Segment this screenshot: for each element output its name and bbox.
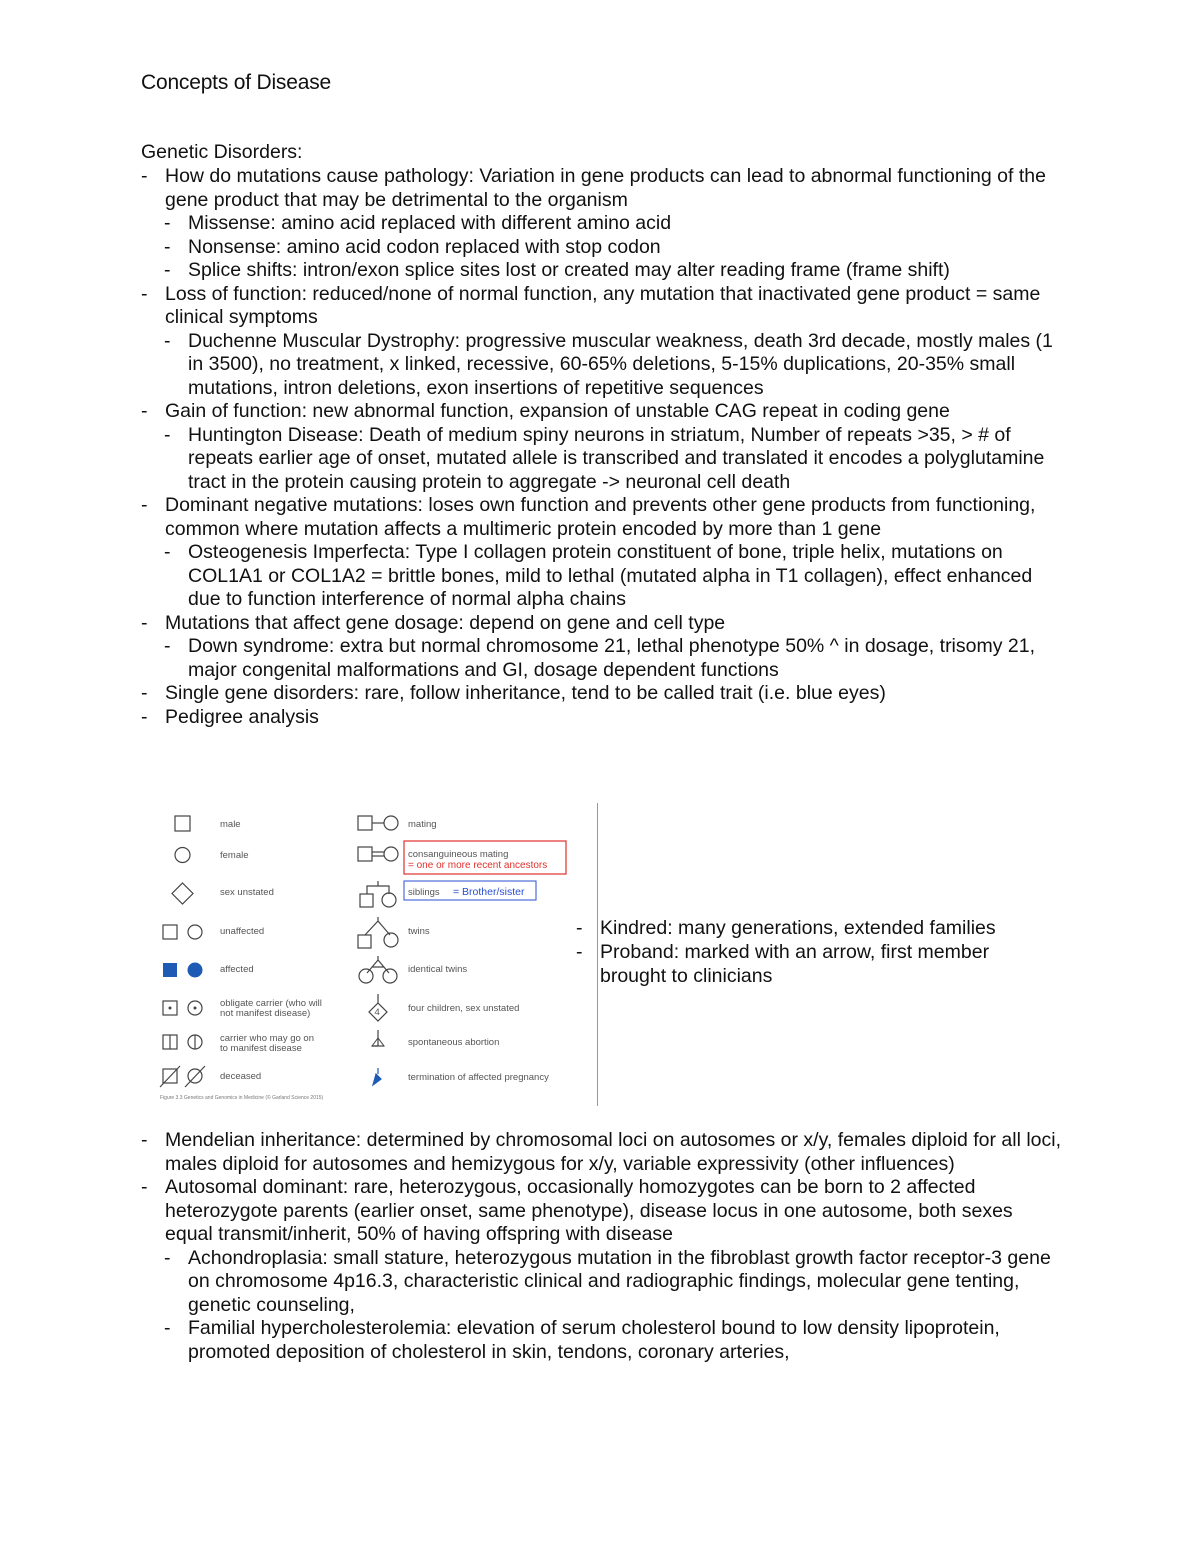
sex-unstated-symbol [172, 883, 193, 904]
affected-male-symbol [163, 963, 177, 977]
legend-consanguineous-note: = one or more recent ancestors [408, 860, 548, 871]
sibling-male-symbol [360, 894, 373, 907]
carrier-dot [169, 1007, 172, 1010]
female-symbol [175, 848, 190, 863]
list-item: - Mutations that affect gene dosage: depend on gene and cell type [141, 611, 726, 634]
list-item: - Proband: marked with an arrow, first member brought to clinicians [576, 941, 990, 987]
legend-obligate-carrier-2: not manifest disease) [220, 1008, 311, 1019]
consanguineous-male-symbol [358, 847, 372, 861]
legend-male: male [220, 819, 241, 830]
pedigree-symbols-figure [150, 803, 600, 1108]
list-item: - Down syndrome: extra but normal chromosome 21, lethal phenotype 50% ^ in dosage, trisomy 21, major congenital malformations and GI, dosage dependent functions [164, 635, 1036, 681]
affected-female-symbol [188, 963, 203, 978]
list-item: - Familial hypercholesterolemia: elevation of serum cholesterol bound to low density lipoprotein, promoted deposition of cholesterol in skin, tendons, coronary arteries, [164, 1317, 1000, 1363]
legend-unaffected: unaffected [220, 926, 265, 937]
list-item: - How do mutations cause pathology: Variation in gene products can lead to abnormal functioning of the gene product that may be detrimental to the organism [141, 165, 1046, 211]
legend-consanguineous: consanguineous mating [408, 849, 509, 860]
four-children-label: 4 [374, 1007, 380, 1018]
legend-obligate-carrier: obligate carrier (who will [220, 998, 322, 1009]
siblings-line [367, 881, 389, 894]
twin-female-symbol [384, 933, 398, 947]
list-item: - Kindred: many generations, extended families [576, 917, 996, 939]
list-item: - Splice shifts: intron/exon splice sites lost or created may alter reading frame (frame shift) [164, 259, 950, 281]
sibling-female-symbol [382, 893, 396, 907]
legend-siblings-note: = Brother/sister [453, 886, 525, 898]
termination-symbol [373, 1068, 381, 1085]
twin-male-symbol [358, 935, 371, 948]
legend-female: female [220, 850, 249, 861]
legend-identical-twins: identical twins [408, 964, 468, 975]
list-item: - Missense: amino acid replaced with different amino acid [164, 212, 672, 234]
notes-list-a [141, 165, 1061, 729]
legend-carrier: carrier who may go on [220, 1033, 314, 1044]
legend-sex-unstated: sex unstated [220, 887, 274, 898]
notes-list-b [141, 1129, 1061, 1364]
page-title: Concepts of Disease [141, 71, 331, 94]
side-notes [576, 916, 1056, 988]
list-item: - Pedigree analysis [141, 705, 319, 728]
mating-male-symbol [358, 816, 372, 830]
section-heading: Genetic Disorders: [141, 141, 303, 163]
legend-affected: affected [220, 964, 254, 975]
identical-twin-symbol [383, 969, 397, 983]
list-item: - Huntington Disease: Death of medium spiny neurons in striatum, Number of repeats >35, > # of repeats earlier age of onset, mutated allele is transcribed and translated it encodes a polyglutamine tract in the protein causing protein to aggregate -> neuronal cell death [164, 423, 1045, 493]
figure-caption: Figure 3.3 Genetics and Genomics in Medicine (© Garland Science 2015) [160, 1095, 324, 1101]
legend-termination: termination of affected pregnancy [408, 1072, 549, 1083]
list-item: - Osteogenesis Imperfecta: Type I collagen protein constituent of bone, triple helix, mutations on COL1A1 or COL1A2 = brittle bones, mild to lethal (mutated alpha in T1 collagen), effect enhanced due to function interference of normal alpha chains [164, 541, 1033, 610]
legend-deceased: deceased [220, 1071, 262, 1082]
unaffected-male-symbol [163, 925, 177, 939]
identical-twin-symbol [359, 969, 373, 983]
carrier-dot [194, 1007, 197, 1010]
legend-carrier-2: to manifest disease [220, 1043, 302, 1054]
legend-twins: twins [408, 926, 430, 937]
unaffected-female-symbol [188, 925, 202, 939]
list-item: - Single gene disorders: rare, follow inheritance, tend to be called trait (i.e. blue eyes) [141, 682, 886, 704]
list-item: - Dominant negative mutations: loses own function and prevents other gene products from functioning, common where mutation affects a multimeric protein encoded by more than 1 gene [141, 494, 1036, 540]
list-item: - Loss of function: reduced/none of normal function, any mutation that inactivated gene product = same clinical symptoms [141, 282, 1041, 328]
legend-siblings: siblings [408, 887, 440, 898]
legend-spontaneous-abortion: spontaneous abortion [408, 1037, 500, 1048]
twins-line [365, 917, 390, 935]
list-item: - Mendelian inheritance: determined by chromosomal loci on autosomes or x/y, females diploid for all loci, males diploid for autosomes and hemizygous for x/y, variable expressivity (other influences) [141, 1129, 1061, 1175]
list-item: - Gain of function: new abnormal function, expansion of unstable CAG repeat in coding gene [141, 400, 950, 422]
list-item: - Autosomal dominant: rare, heterozygous, occasionally homozygotes can be born to 2 affected heterozygote parents (earlier onset, same phenotype), disease locus in one autosome, both sexes equal transmit/inherit, 50% of having offspring with disease [141, 1176, 1013, 1245]
list-item: - Duchenne Muscular Dystrophy: progressive muscular weakness, death 3rd decade, mostly males (1 in 3500), no treatment, x linked, recessive, 60-65% deletions, 5-15% duplications, 20-35% small mutations, intron deletions, exon insertions of repetitive sequences [164, 329, 1053, 399]
male-symbol [175, 816, 190, 831]
consanguineous-female-symbol [384, 847, 398, 861]
list-item: - Nonsense: amino acid codon replaced with stop codon [164, 235, 661, 258]
legend-mating: mating [408, 819, 437, 830]
mating-female-symbol [384, 816, 398, 830]
list-item: - Achondroplasia: small stature, heterozygous mutation in the fibroblast growth factor receptor-3 gene on chromosome 4p16.3, characteristic clinical and radiographic findings, molecular gene tenting, genetic counseling, [164, 1246, 1051, 1316]
legend-four-children: four children, sex unstated [408, 1003, 520, 1014]
